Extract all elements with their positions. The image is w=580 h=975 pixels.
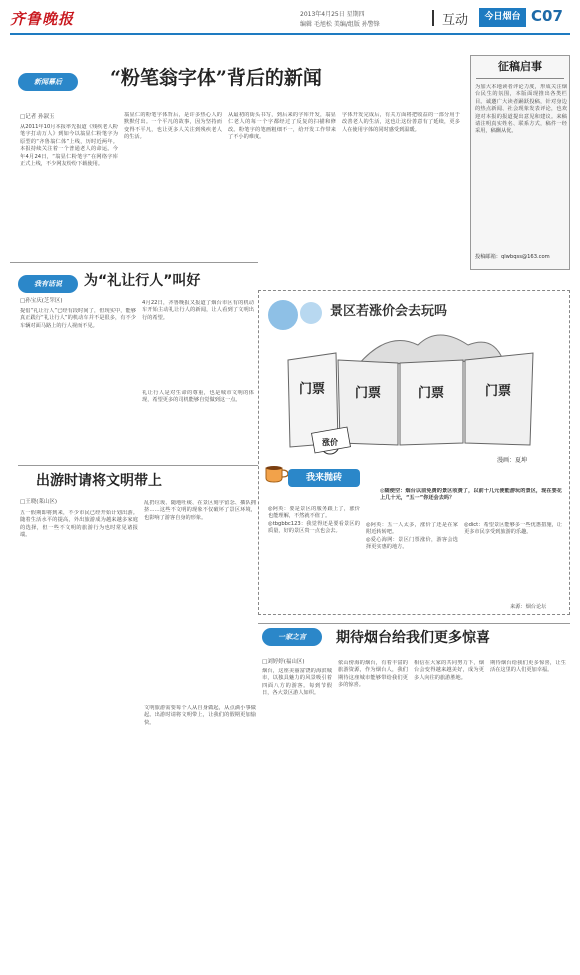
rang-article-column-2: 4月22日，齐鲁晚报又报道了烟台市区有的机动车开始主动礼让行人的新闻，让人看到了文明出行的希望。 — [142, 300, 254, 321]
masthead-logo: 齐鲁晚报 — [10, 10, 75, 28]
bottom-article-author: □刘婷婷(福山区) — [262, 659, 305, 665]
travel-article-column-2: 乱扔垃圾、随地吐痰、在景区刻字留念、插队拥挤……这些不文明的现象不仅破坏了景区环境，也影响了游客自身的形象。 — [144, 500, 256, 521]
call-for-papers-rule — [476, 78, 564, 79]
price-rise-label: 涨价 — [322, 438, 338, 447]
brick-throw-tag: 我来抛砖 — [288, 469, 360, 487]
section-rule-bottom — [258, 623, 570, 624]
travel-article-column-1: 五一假期即将到来，不少市民已经开始计划出游。随着生活水平的提高，外出旅游成为越来越多家庭的选择，但一些不文明的旅游行为也时常见诸报端。 — [20, 510, 138, 539]
top-article-column-2: 翁显仁的粉笔字体背后，是许多热心人的默默付出。一个平凡的故事，因为坚持而变得不平凡，也让更多人关注到残疾老人的生活。 — [124, 112, 222, 141]
top-article-author: □记者 孙淑玉 — [20, 114, 55, 120]
section-rule-rang — [10, 262, 258, 263]
tag-one-voice: 一家之言 — [262, 628, 322, 646]
top-article-column-1: 从2011年10月本报率先报道《残疾老人粉笔字打动万人》到如今以翁显仁粉笔字为原型的“齐鲁翁仁体”上线，历时近两年。本报持续关注着一个普通老人的命运。今年4月24日，“翁显仁粉笔字”在网络字库正式上线，不少网友纷纷下载使用。 — [20, 124, 118, 168]
ticket-label: 门票 — [417, 386, 445, 401]
scenic-box-title: 景区若涨价会去玩吗 — [330, 304, 448, 319]
ticket-label: 门票 — [354, 386, 382, 401]
ticket-fence-cartoon — [268, 315, 558, 465]
brick-throw-lead: ◎随便空：烟台以前免费的景区收费了，以前十几元便能游玩的景区，现在要花上几十元，“五一”你还会去吗？ — [380, 488, 562, 502]
reply-column-1 — [268, 506, 360, 600]
header-editors: 编辑 毛旭松 美编/组版 孙警锋 — [300, 21, 380, 28]
reply-item: ◎dict：希望景区能够多一些优惠措施，让更多市民享受到旅游的乐趣。 — [464, 522, 562, 536]
header-rule — [10, 33, 570, 35]
section-rule-travel — [18, 465, 258, 466]
rang-article-column-1: 提倡“礼让行人”已经有段时间了，但现实中，能够真正践行“礼让行人”的机动车并不是很多，有不少车辆对面马路上的行人视而不见。 — [20, 308, 136, 329]
bottom-article-column-3: 相信在大家的共同努力下，烟台会变得越来越美好，成为更多人向往的旅游胜地。 — [414, 660, 484, 681]
reply-item: ◎阿英：要是景区的服务跟上了，涨价也能理解，不然就不值了。 — [268, 506, 360, 520]
ticket-label: 门票 — [484, 384, 512, 399]
travel-article-author: □王晓(莱山区) — [20, 499, 57, 505]
top-article-title: “粉笔翁字体”背后的新闻 — [110, 67, 322, 89]
rang-article-title: 为“礼让行人”叫好 — [84, 273, 201, 289]
ticket-panel-4 — [465, 353, 533, 445]
top-article-column-3: 从最初的街头书写，到后来的字库开发，翁显仁老人的每一个字都经过了反复的扫描和修改。粉笔字的笔画粗细不一，给开发工作带来了不小的难度。 — [228, 112, 336, 141]
ticket-panel-3 — [400, 360, 463, 445]
section-name: 互动 — [442, 13, 469, 28]
coffee-cup-icon — [262, 462, 290, 484]
channel-tag: 今日烟台 — [479, 8, 526, 27]
top-article-column-4: 字体开发完成后，有关方面将把收益的一部分用于改善老人的生活，这也让这份善意有了延续，更多人在使用字体的同时感受到温暖。 — [342, 112, 460, 133]
call-for-papers-text: 为加大本地读者评论力度，形成关注烟台民生的氛围，本版面现推出各类栏目。诚邀广大读者踊跃投稿，针对身边的热点新闻、社会现象发表评论，也欢迎对本报的报道提出意见和建议。来稿请注明真实姓名、联系方式，稿件一经采用，稿酬从优。 — [475, 84, 567, 135]
reply-item: ◎阿英：五一人太多，涨价了还是在家附近转转吧。 — [366, 522, 458, 536]
tag-news-behind: 新闻幕后 — [18, 73, 78, 91]
section-divider — [432, 10, 434, 26]
reply-item: ◎tbgbbc123：我觉得还是要看景区的质量，好的景区贵一点也会去。 — [268, 520, 360, 535]
call-for-papers-title: 征稿启事 — [498, 60, 542, 73]
travel-article-title: 出游时请将文明带上 — [36, 473, 162, 489]
scenic-box-source: 来源：烟台论坛 — [510, 604, 547, 610]
bottom-article-title: 期待烟台给我们更多惊喜 — [336, 630, 490, 646]
bottom-article-column-2: 依山傍海的烟台，有着丰富的旅游资源，作为烟台人，我们期待这座城市能够带给我们更多的惊喜。 — [338, 660, 408, 689]
ticket-label: 门票 — [298, 382, 326, 397]
page-number: C07 — [531, 7, 563, 25]
reply-column-2 — [366, 522, 458, 600]
bottom-article-column-4: 期待烟台给我们更多惊喜，让生活在这里的人们更加幸福。 — [490, 660, 566, 674]
rang-article-author: □孙宝庆(芝罘区) — [20, 298, 63, 304]
travel-article-column-3: 文明旅游需要每个人从自身做起，从点滴小事做起。出游时请将文明带上，让我们的假期更加愉快。 — [144, 705, 256, 726]
reply-item: ◎爱心海网：景区门票涨价，游客会选择更实惠的地方。 — [366, 536, 458, 551]
header-date: 2013年4月25日 星期四 — [300, 11, 365, 18]
cartoon-author: 漫画：夏坤 — [497, 457, 528, 464]
rang-article-column-3: 礼让行人是对生命的尊重，也是城市文明的体现，希望更多的司机能够自觉做到这一点。 — [142, 390, 254, 404]
reply-column-3 — [464, 522, 562, 600]
tag-my-say: 我有话说 — [18, 275, 78, 293]
bottom-article-column-1: 烟台，这座美丽富饶的海滨城市，以独具魅力的风景吸引着四面八方的游客。每到节假日，各大景区游人如织。 — [262, 668, 332, 697]
call-for-papers-email: 投稿邮箱：qlwbqss@163.com — [475, 254, 550, 260]
